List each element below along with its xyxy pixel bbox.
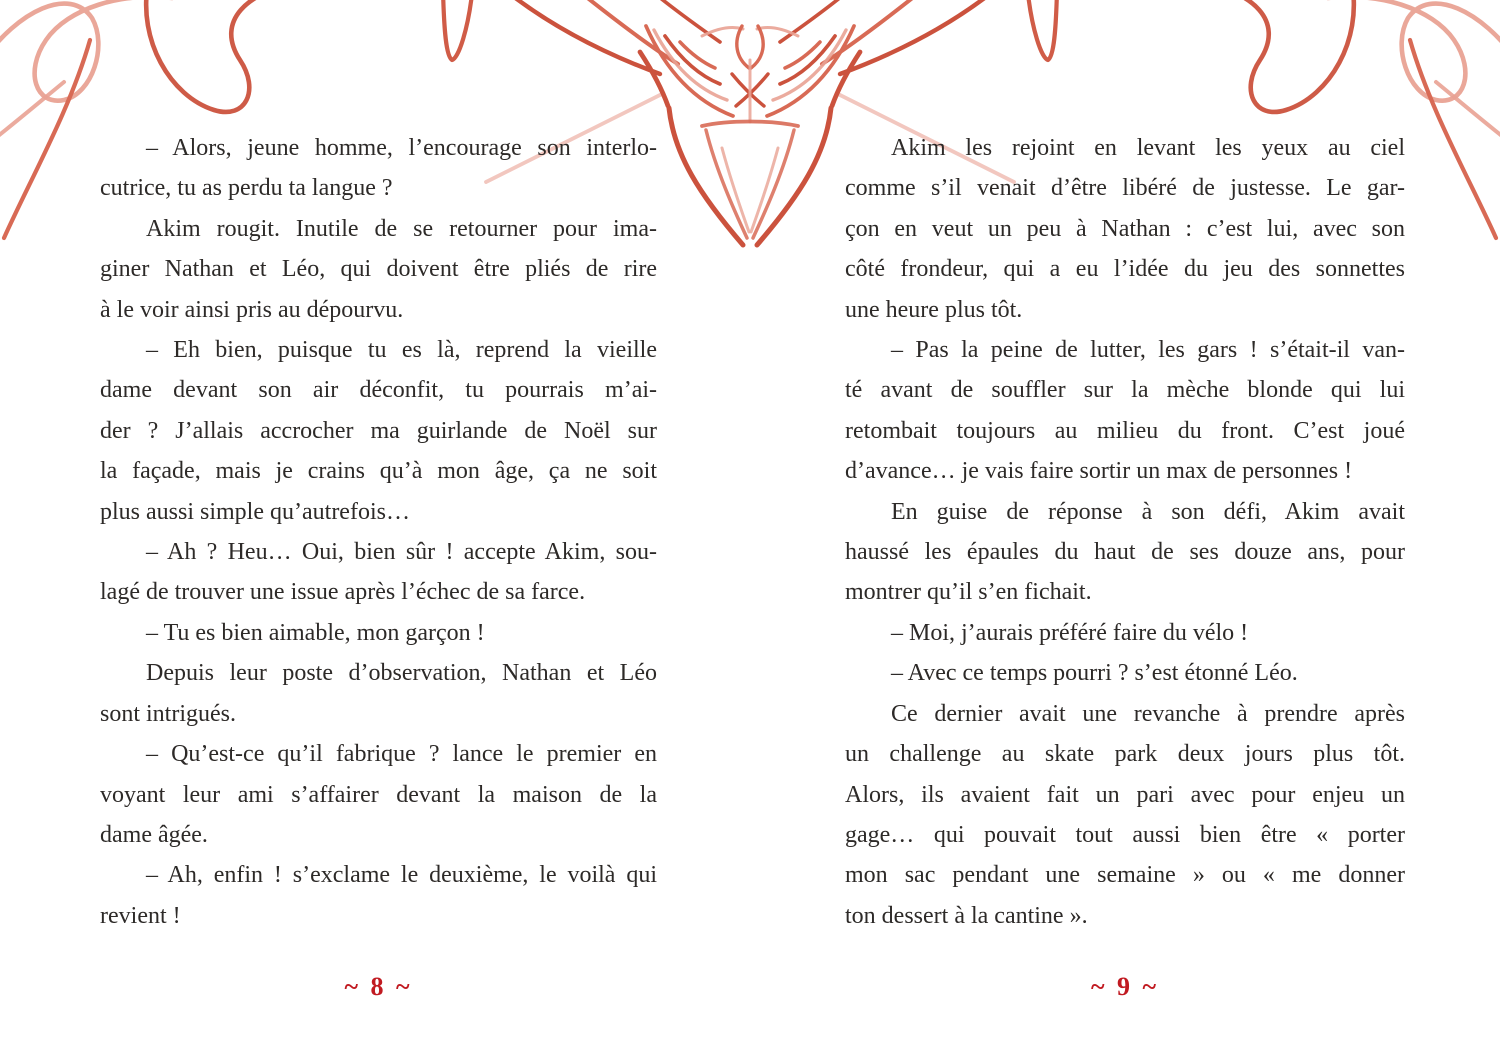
- text-line: – Ah ? Heu… Oui, bien sûr ! accepte Akim, sou-: [146, 539, 657, 566]
- text-line: revient !: [100, 902, 181, 929]
- text-line: une heure plus tôt.: [845, 296, 1023, 323]
- text-line: dame âgée.: [100, 821, 208, 848]
- text-line: – Ah, enfin ! s’exclame le deuxième, le voilà qui: [146, 862, 657, 889]
- text-line: – Moi, j’aurais préféré faire du vélo !: [891, 619, 1249, 646]
- text-line: retombait toujours au milieu du front. C’est joué: [845, 417, 1405, 444]
- text-line: gage… qui pouvait tout aussi bien être « porter: [845, 821, 1405, 848]
- text-line: Ce dernier avait une revanche à prendre après: [891, 700, 1405, 727]
- text-line: d’avance… je vais faire sortir un max de personnes !: [845, 458, 1353, 485]
- text-line: – Alors, jeune homme, l’encourage son interlo-: [146, 135, 657, 161]
- text-line: – Qu’est-ce qu’il fabrique ? lance le premier en: [146, 741, 657, 768]
- text-line: giner Nathan et Léo, qui doivent être pliés de rire: [100, 256, 657, 283]
- text-line: à le voir ainsi pris au dépourvu.: [100, 296, 404, 323]
- text-line: té avant de souffler sur la mèche blonde qui lui: [845, 377, 1405, 404]
- text-line: der ? J’allais accrocher ma guirlande de Noël sur: [100, 417, 657, 444]
- text-line: – Avec ce temps pourri ? s’est étonné Léo.: [891, 660, 1298, 687]
- text-line: mon sac pendant une semaine » ou « me donner: [845, 862, 1405, 889]
- text-line: Akim les rejoint en levant les yeux au ciel: [891, 135, 1405, 161]
- text-line: – Eh bien, puisque tu es là, reprend la vieille: [146, 337, 657, 364]
- text-line: Akim rougit. Inutile de se retourner pour ima-: [146, 215, 657, 242]
- text-line: çon en veut un peu à Nathan : c’est lui, avec son: [845, 215, 1405, 242]
- page-8-number: ~ 8 ~: [344, 972, 413, 1001]
- text-line: plus aussi simple qu’autrefois…: [100, 498, 410, 525]
- page-9: [750, 0, 1500, 1050]
- page-9-text: [845, 128, 1405, 936]
- text-line: haussé les épaules du haut de ses douze ans, pour: [845, 539, 1405, 566]
- text-line: dame devant son air déconfit, tu pourrais m’ai-: [100, 377, 657, 404]
- text-line: un challenge au skate park deux jours plus tôt.: [845, 741, 1405, 768]
- text-line: lagé de trouver une issue après l’échec de sa farce.: [100, 579, 586, 606]
- text-line: la façade, mais je crains qu’à mon âge, ça ne soit: [100, 458, 657, 485]
- page-9-number: ~ 9 ~: [1090, 972, 1160, 1001]
- text-line: comme s’il venait d’être libéré de justesse. Le gar-: [845, 175, 1405, 202]
- text-line: ton dessert à la cantine ».: [845, 902, 1088, 929]
- text-line: Depuis leur poste d’observation, Nathan et Léo: [146, 660, 657, 687]
- page-8-text: [100, 128, 657, 936]
- text-line: – Pas la peine de lutter, les gars ! s’était-il van-: [891, 337, 1405, 364]
- text-line: cutrice, tu as perdu ta langue ?: [100, 175, 393, 202]
- text-line: voyant leur ami s’affairer devant la maison de la: [100, 781, 657, 808]
- text-line: – Tu es bien aimable, mon garçon !: [146, 619, 485, 646]
- text-line: montrer qu’il s’en fichait.: [845, 579, 1092, 606]
- text-line: Alors, ils avaient fait un pari avec pour enjeu un: [845, 781, 1405, 808]
- text-line: sont intrigués.: [100, 700, 236, 727]
- text-line: côté frondeur, qui a eu l’idée du jeu des sonnettes: [845, 256, 1405, 283]
- text-line: En guise de réponse à son défi, Akim avait: [891, 498, 1405, 525]
